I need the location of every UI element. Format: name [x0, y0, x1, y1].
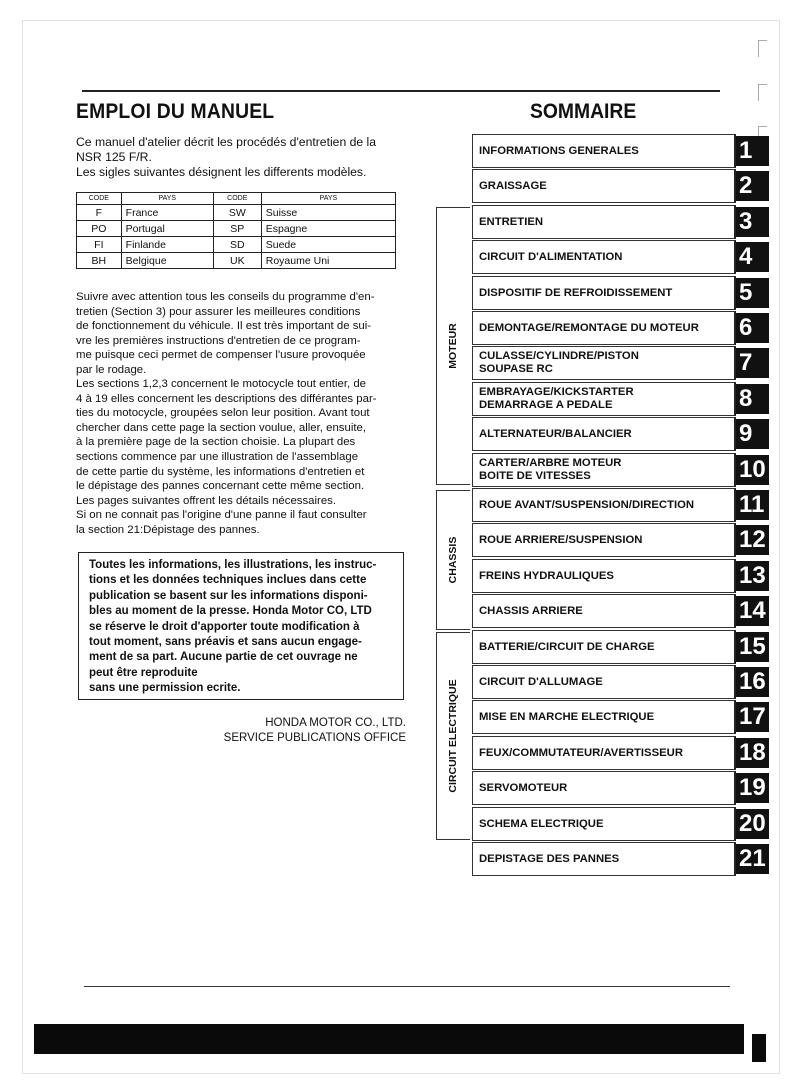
notice-line: publication se basent sur les informations disponi-: [89, 589, 368, 602]
toc-entry[interactable]: [472, 205, 736, 239]
publisher-office: SERVICE PUBLICATIONS OFFICE: [223, 732, 406, 744]
section-tab[interactable]: 20: [736, 809, 769, 839]
notice-line: peut être reproduite: [89, 666, 198, 679]
section-tab[interactable]: 15: [736, 632, 769, 662]
toc-entry[interactable]: [472, 594, 736, 628]
notice-line: bles au moment de la presse. Honda Motor CO, LTD: [89, 605, 372, 618]
notice-line: sans une permission ecrite.: [89, 682, 241, 695]
toc-entry[interactable]: [472, 311, 736, 345]
section-tab[interactable]: 11: [736, 490, 769, 520]
section-tab[interactable]: 19: [736, 773, 769, 803]
group-label-chassis: CHASSIS: [447, 536, 459, 584]
toc-entry[interactable]: [472, 276, 736, 310]
top-rule: [82, 90, 720, 92]
toc-entry-label: FEUX/COMMUTATEUR/AVERTISSEUR: [479, 746, 683, 759]
country-cell: Suisse: [261, 205, 395, 221]
section-tab[interactable]: 12: [736, 525, 769, 555]
toc-entry[interactable]: [472, 453, 736, 487]
intro-text: [76, 135, 416, 180]
group-label-moteur: MOTEUR: [447, 323, 459, 369]
toc-entry-label: ENTRETIEN: [479, 215, 544, 228]
country-cell: Finlande: [121, 237, 213, 253]
code-cell: SP: [213, 221, 261, 237]
body-line: Si on ne connait pas l'origine d'une panne il faut consulter: [76, 509, 367, 522]
toc-entry[interactable]: [472, 488, 736, 522]
toc-entry[interactable]: [472, 665, 736, 699]
body-line: 4 à 19 elles concernent les descriptions des différantes par-: [76, 392, 377, 405]
toc-entry[interactable]: [472, 771, 736, 805]
toc-entry-label: INFORMATIONS GENERALES: [479, 144, 639, 157]
notice-line: tions et les données techniques inclues dans cette: [89, 574, 367, 587]
model-codes-table: [76, 192, 396, 269]
body-line: Les pages suivantes offrent les détails nécessaires.: [76, 494, 337, 507]
code-cell: PO: [77, 221, 122, 237]
section-tab[interactable]: 17: [736, 702, 769, 732]
section-tab[interactable]: 5: [736, 278, 769, 308]
section-tab[interactable]: 14: [736, 596, 769, 626]
section-tab[interactable]: 4: [736, 242, 769, 272]
edge-mark: [758, 84, 767, 101]
table-header: PAYS: [261, 193, 395, 205]
toc-entry-label: DEMARRAGE A PEDALE: [479, 399, 613, 411]
section-tab[interactable]: 8: [736, 384, 769, 414]
code-cell: SD: [213, 237, 261, 253]
group-label-electrique: CIRCUIT ELECTRIQUE: [447, 679, 459, 793]
toc-entry-label: EMBRAYAGE/KICKSTARTER: [479, 386, 634, 398]
body-line: ties du motocycle, groupées selon leur position. Avant tout: [76, 407, 370, 420]
body-line: chercher dans cette page la section voulue, aller, ensuite,: [76, 421, 367, 434]
toc-entry-label: CULASSE/CYLINDRE/PISTON: [479, 350, 639, 362]
body-line: me puisque ceci permet de compenser l'usure provoquée: [76, 349, 366, 362]
country-cell: Portugal: [121, 221, 213, 237]
section-tab[interactable]: 16: [736, 667, 769, 697]
toc-entry[interactable]: [472, 523, 736, 557]
body-line: le dépistage des pannes concernant cette même section.: [76, 480, 365, 493]
toc-entry[interactable]: [472, 417, 736, 451]
table-header: PAYS: [121, 193, 213, 205]
intro-line: NSR 125 F/R.: [76, 150, 152, 164]
country-cell: Suede: [261, 237, 395, 253]
code-cell: SW: [213, 205, 261, 221]
body-line: par le rodage.: [76, 363, 147, 376]
body-line: sections commence par une illustration de l'assemblage: [76, 451, 359, 464]
usage-instructions: [76, 290, 411, 537]
notice-line: tout moment, sans préavis et sans aucun engage-: [89, 636, 362, 649]
section-tab[interactable]: 10: [736, 455, 769, 485]
toc-entry[interactable]: [472, 807, 736, 841]
toc-entry-label: CIRCUIT D'ALLUMAGE: [479, 675, 603, 688]
intro-line: Ce manuel d'atelier décrit les procédés d'entretien de la: [76, 135, 377, 149]
toc-entry-label: SERVOMOTEUR: [479, 781, 568, 794]
section-tab[interactable]: 21: [736, 844, 769, 874]
toc-entry[interactable]: [472, 559, 736, 593]
notice-line: Toutes les informations, les illustrations, les instruc-: [89, 559, 377, 571]
toc-title: SOMMAIRE: [530, 100, 637, 123]
section-tab[interactable]: 1: [736, 136, 769, 166]
section-tab[interactable]: 18: [736, 738, 769, 768]
section-tab[interactable]: 3: [736, 207, 769, 237]
toc-entry-label: MISE EN MARCHE ELECTRIQUE: [479, 710, 655, 723]
section-tab[interactable]: 7: [736, 348, 769, 378]
toc-entry-label: FREINS HYDRAULIQUES: [479, 569, 614, 582]
table-header: CODE: [213, 193, 261, 205]
section-tab[interactable]: 9: [736, 419, 769, 449]
table-row: [77, 237, 396, 253]
toc-entry[interactable]: [472, 382, 736, 416]
table-header: CODE: [77, 193, 122, 205]
section-tab[interactable]: 13: [736, 561, 769, 591]
toc-entry[interactable]: [472, 630, 736, 664]
section-tab[interactable]: 2: [736, 171, 769, 201]
body-line: Suivre avec attention tous les conseils du programme d'en-: [76, 291, 375, 303]
toc-entry-label: SOUPASE RC: [479, 363, 553, 375]
toc-entry-label: CIRCUIT D'ALIMENTATION: [479, 250, 623, 263]
section-tab[interactable]: 6: [736, 313, 769, 343]
body-line: vre les premières instructions d'entretien de ce program-: [76, 334, 361, 347]
code-cell: F: [77, 205, 122, 221]
body-line: de cette partie du système, les informations d'entretien et: [76, 465, 365, 478]
bottom-rule: [84, 986, 730, 987]
toc-entry-label: CHASSIS ARRIERE: [479, 604, 583, 617]
toc-entry-label: BOITE DE VITESSES: [479, 470, 591, 482]
toc-entry-label: ROUE ARRIERE/SUSPENSION: [479, 533, 643, 546]
body-line: à la première page de la section choisie. La plupart des: [76, 436, 356, 449]
toc-entry[interactable]: [472, 346, 736, 380]
table-row: [77, 253, 396, 269]
toc-entry-label: SCHEMA ELECTRIQUE: [479, 817, 604, 830]
code-cell: UK: [213, 253, 261, 269]
table-row: [77, 221, 396, 237]
country-cell: France: [121, 205, 213, 221]
footer-tab: [752, 1034, 766, 1062]
toc-entry-label: DISPOSITIF DE REFROIDISSEMENT: [479, 286, 673, 299]
body-line: Les sections 1,2,3 concernent le motocycle tout entier, de: [76, 378, 366, 391]
body-line: tretien (Section 3) pour assurer les meilleures conditions: [76, 305, 361, 318]
country-cell: Royaume Uni: [261, 253, 395, 269]
toc-entry[interactable]: [472, 240, 736, 274]
code-cell: FI: [77, 237, 122, 253]
copyright-notice-box: [78, 552, 404, 700]
body-line: de fonctionnement du véhicule. Il est très important de sui-: [76, 320, 372, 333]
toc-entry-label: CARTER/ARBRE MOTEUR: [479, 457, 622, 469]
body-line: la section 21:Dépistage des pannes.: [76, 523, 260, 536]
toc-entry[interactable]: [472, 842, 736, 876]
section-title: EMPLOI DU MANUEL: [76, 100, 275, 123]
code-cell: BH: [77, 253, 122, 269]
toc-entry-label: ALTERNATEUR/BALANCIER: [479, 427, 632, 440]
toc-entry-label: DEMONTAGE/REMONTAGE DU MOTEUR: [479, 321, 699, 334]
country-cell: Belgique: [121, 253, 213, 269]
toc-entry[interactable]: [472, 736, 736, 770]
table-row: [77, 205, 396, 221]
toc-entry[interactable]: [472, 700, 736, 734]
intro-line: Les sigles suivantes désignent les differents modèles.: [76, 165, 367, 179]
notice-line: se réserve le droit d'apporter toute modification à: [89, 620, 360, 633]
toc-entry-label: ROUE AVANT/SUSPENSION/DIRECTION: [479, 498, 695, 511]
toc-entry-label: GRAISSAGE: [479, 179, 547, 192]
footer-bar: [34, 1024, 744, 1054]
country-cell: Espagne: [261, 221, 395, 237]
toc-entry[interactable]: [472, 169, 736, 203]
publisher-block: [200, 716, 406, 746]
toc-entry[interactable]: [472, 134, 736, 168]
edge-mark: [758, 40, 767, 57]
toc-entry-label: BATTERIE/CIRCUIT DE CHARGE: [479, 640, 655, 653]
notice-line: ment de sa part. Aucune partie de cet ouvrage ne: [89, 651, 358, 664]
publisher-name: HONDA MOTOR CO., LTD.: [265, 717, 406, 729]
toc-entry-label: DEPISTAGE DES PANNES: [479, 852, 620, 865]
